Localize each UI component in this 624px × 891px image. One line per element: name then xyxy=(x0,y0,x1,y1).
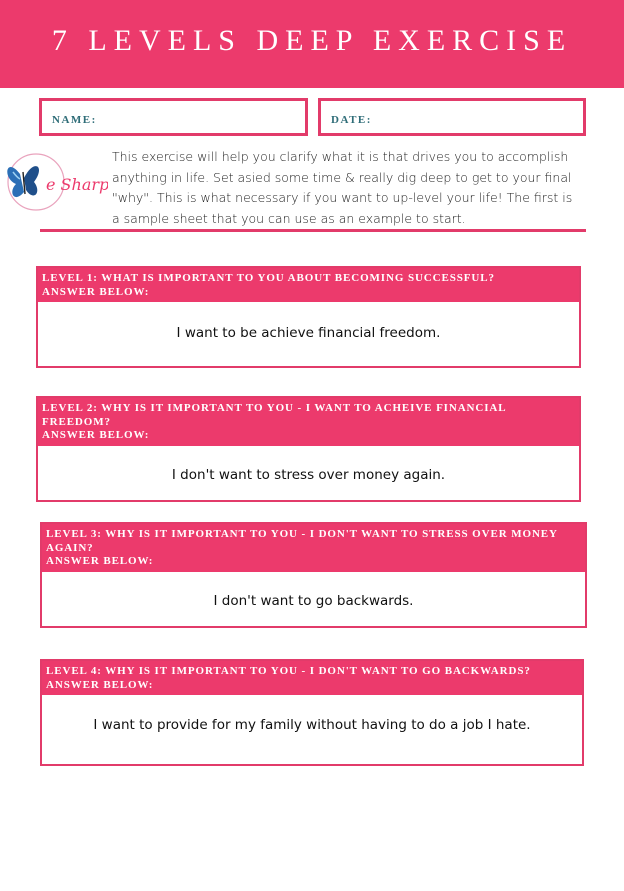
level-question: LEVEL 3: WHY IS IT IMPORTANT TO YOU - I DON'T WANT TO STRESS OVER MONEY AGAIN? xyxy=(46,528,558,554)
header-band xyxy=(0,0,624,88)
level-1-card xyxy=(36,266,581,368)
level-header xyxy=(42,661,582,695)
answer-text: I don't want to go backwards. xyxy=(213,592,414,609)
name-field[interactable] xyxy=(39,98,308,136)
level-header xyxy=(42,524,585,572)
level-header xyxy=(38,268,579,302)
answer-text: I don't want to stress over money again. xyxy=(171,466,446,483)
level-question: LEVEL 1: WHAT IS IMPORTANT TO YOU ABOUT BECOMING SUCCESSFUL? xyxy=(42,272,495,284)
level-question: LEVEL 2: WHY IS IT IMPORTANT TO YOU - I WANT TO ACHEIVE FINANCIAL FREEDOM? xyxy=(42,402,506,428)
level-4-card xyxy=(40,659,584,766)
answer-text: I want to provide for my family without having to do a job I hate. xyxy=(93,717,531,733)
logo xyxy=(4,148,108,216)
answer-label: ANSWER BELOW: xyxy=(42,285,150,298)
answer-field[interactable] xyxy=(42,572,585,630)
level-header xyxy=(38,398,579,446)
answer-label: ANSWER BELOW: xyxy=(46,555,154,567)
level-2-card xyxy=(36,396,581,502)
level-3-card xyxy=(40,522,587,628)
divider xyxy=(40,229,586,232)
answer-field[interactable] xyxy=(38,446,579,504)
level-question: LEVEL 4: WHY IS IT IMPORTANT TO YOU - I DON'T WANT TO GO BACKWARDS? xyxy=(46,665,531,677)
butterfly-icon xyxy=(4,148,108,216)
answer-text: I want to be achieve financial freedom. xyxy=(176,325,441,341)
date-label: DATE: xyxy=(331,114,372,126)
answer-label: ANSWER BELOW: xyxy=(42,429,150,441)
date-field[interactable] xyxy=(318,98,586,136)
answer-field[interactable] xyxy=(42,695,582,755)
answer-field[interactable] xyxy=(38,302,579,364)
intro-paragraph: This exercise will help you clarify what it is that drives you to accomplish anything in life. Set asied some time & really dig deep to get to your final "why". This is what necessary if you want to up-level your life! The first is a sample sheet that you can use as an example to start. xyxy=(112,149,573,226)
name-label: NAME: xyxy=(52,114,97,126)
logo-text: e Sharp xyxy=(46,175,108,194)
answer-label: ANSWER BELOW: xyxy=(46,678,154,691)
page-title: 7 LEVELS DEEP EXERCISE xyxy=(51,24,573,57)
